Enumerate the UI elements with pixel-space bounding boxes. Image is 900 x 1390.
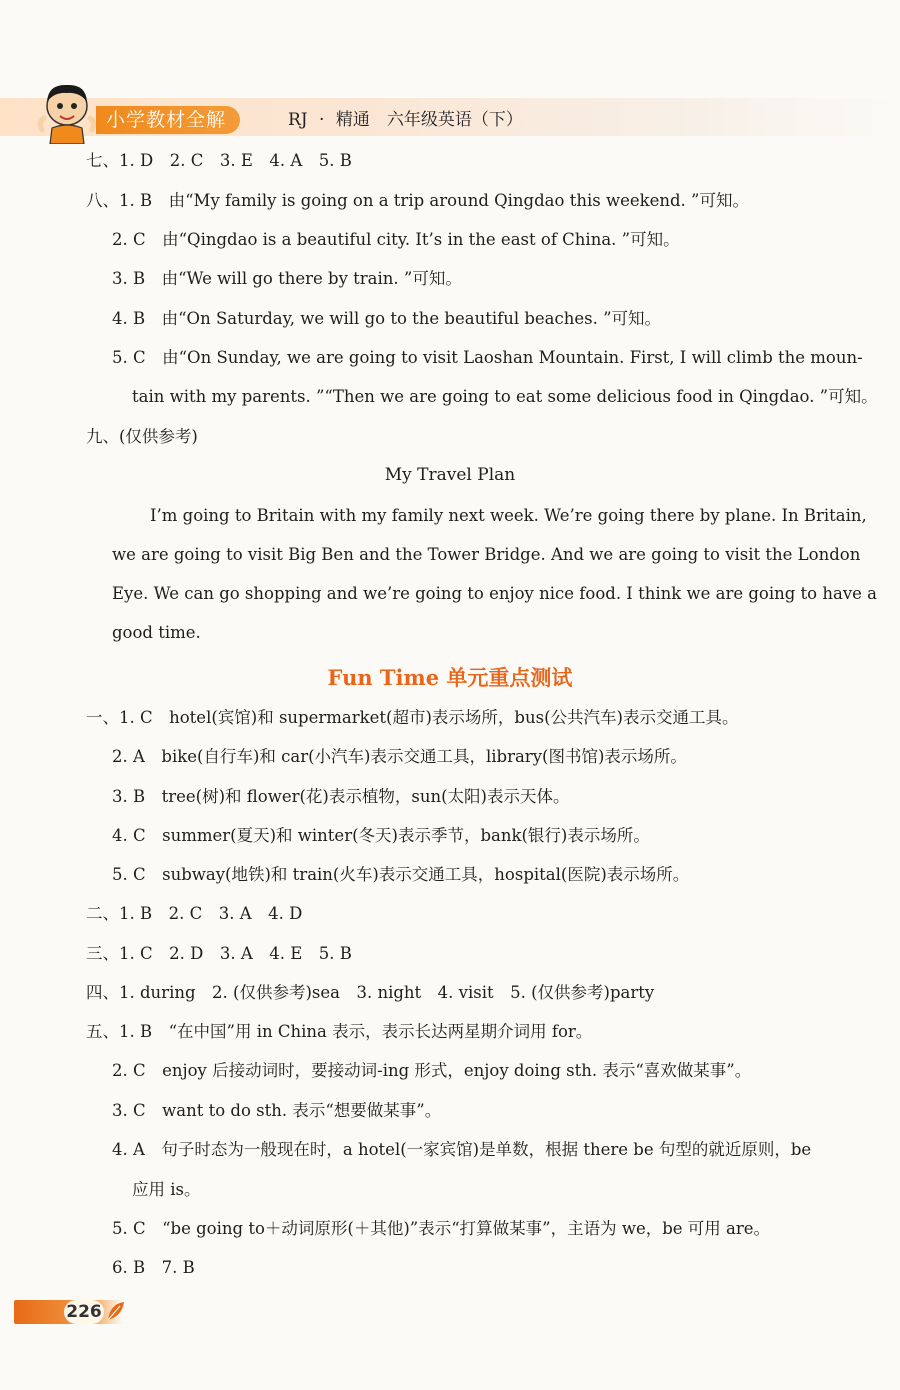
page-number: 226 (64, 1300, 104, 1324)
answer-line: 3. C want to do sth. 表示“想要做某事”。 (112, 1101, 442, 1120)
series-badge: 小学教材全解 (96, 106, 240, 134)
answer-line: 2. C enjoy 后接动词时，要接动词-ing 形式，enjoy doing sth. 表示“喜欢做某事”。 (112, 1061, 752, 1080)
answer-line: 3. B tree(树)和 flower(花)表示植物，sun(太阳)表示天体。 (112, 787, 570, 806)
answer-line: 五、1. B “在中国”用 in China 表示，表示长达两星期介词用 for。 (86, 1022, 593, 1041)
leaf-icon (106, 1300, 126, 1322)
answer-line: 3. B 由“We will go there by train. ”可知。 (112, 269, 462, 288)
essay-line: good time. (112, 623, 201, 642)
answer-line: 4. A 句子时态为一般现在时，a hotel(一家宾馆)是单数，根据 there be 句型的就近原则，be (112, 1140, 812, 1159)
essay-line: I’m going to Britain with my family next week. We’re going there by plane. In Britain, (150, 506, 867, 525)
essay-line: we are going to visit Big Ben and the Tower Bridge. And we are going to visit the London (112, 545, 861, 564)
section-title: Fun Time 单元重点测试 (327, 665, 573, 690)
answer-line: 2. A bike(自行车)和 car(小汽车)表示交通工具，library(图书馆)表示场所。 (112, 747, 687, 766)
answer-line: 九、(仅供参考) (86, 427, 198, 446)
essay-line: Eye. We can go shopping and we’re going to enjoy nice food. I think we are going to have a (112, 584, 877, 603)
answer-line: 二、1. B 2. C 3. A 4. D (86, 904, 303, 923)
answer-line: 应用 is。 (132, 1180, 201, 1199)
answer-line: 6. B 7. B (112, 1258, 195, 1277)
answer-line: 八、1. B 由“My family is going on a trip around Qingdao this weekend. ”可知。 (86, 191, 749, 210)
answer-line: tain with my parents. ”“Then we are going to eat some delicious food in Qingdao. ”可知。 (132, 387, 878, 406)
answer-line: 5. C subway(地铁)和 train(火车)表示交通工具，hospital(医院)表示场所。 (112, 865, 690, 884)
book-info: RJ · 精通 六年级英语（下） (288, 110, 523, 130)
answer-line: 一、1. C hotel(宾馆)和 supermarket(超市)表示场所，bus(公共汽车)表示交通工具。 (86, 708, 739, 727)
answer-line: 4. B 由“On Saturday, we will go to the beautiful beaches. ”可知。 (112, 309, 662, 328)
essay-title: My Travel Plan (384, 465, 516, 485)
answer-line: 4. C summer(夏天)和 winter(冬天)表示季节，bank(银行)表示场所。 (112, 826, 650, 845)
answer-line: 5. C 由“On Sunday, we are going to visit Laoshan Mountain. First, I will climb the moun- (112, 348, 863, 367)
answer-line: 四、1. during 2. (仅供参考)sea 3. night 4. visit 5. (仅供参考)party (86, 983, 655, 1002)
answer-line: 5. C “be going to＋动词原形(＋其他)”表示“打算做某事”，主语为 we，be 可用 are。 (112, 1219, 771, 1238)
answer-line: 2. C 由“Qingdao is a beautiful city. It’s in the east of China. ”可知。 (112, 230, 680, 249)
boy-mascot-icon (34, 78, 100, 144)
answer-line: 三、1. C 2. D 3. A 4. E 5. B (86, 944, 352, 963)
answer-line: 七、1. D 2. C 3. E 4. A 5. B (86, 151, 352, 170)
